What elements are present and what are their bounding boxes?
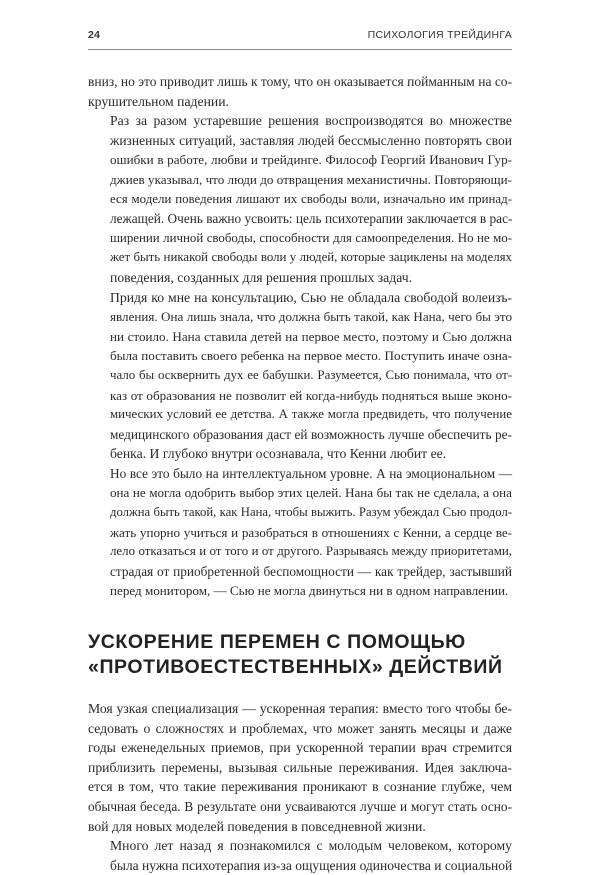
paragraph — [88, 111, 512, 287]
text-line: Раз за разом устаревшие решения воспроизводятся во множестве — [110, 113, 512, 129]
text-line: Моя узкая специализация — ускоренная терапия: вместо того чтобы бе- — [88, 701, 512, 717]
text-line: жать упорно учиться и разобраться в отношениях с Кенни, а сердце ве- — [110, 524, 512, 540]
text-line: жет быть никакой свободы воли у людей, которые зациклены на моделях — [110, 250, 512, 265]
paragraph — [88, 72, 512, 111]
text-line: крушительном падении. — [88, 93, 229, 109]
text-line: вой для новых моделей поведения в повседневной жизни. — [88, 818, 426, 834]
text-line: должна быть такой, как Нана, чтобы выжить. Разум убеждал Сью продол- — [110, 505, 512, 520]
text-line: седовать о сложностях и проблемах, что может занять месяцы и даже — [88, 720, 512, 736]
running-header — [88, 29, 512, 45]
text-line: ни стоило. Нана ставила детей на первое место, поэтому и Сью должна — [110, 328, 512, 344]
text-line: вниз, но это приводит лишь к тому, что он оказывается пойманным на со- — [88, 74, 513, 89]
text-line: приблизить перемены, вызывая сильные переживания. Идея заключа- — [88, 759, 512, 775]
heading-line: «ПРОТИВОЕСТЕСТВЕННЫХ» ДЕЙСТВИЙ — [88, 656, 503, 679]
text-line: годы еженедельных приемов, при ускоренной терапии врач стремится — [88, 740, 512, 756]
text-line: каз от образования не позволит ей когда-нибудь подняться выше эконо- — [110, 387, 512, 403]
text-line: Но все это было на интеллектуальном уровне. А на эмоциональном — — [110, 465, 512, 481]
text-line: ется в том, что такие переживания проникают в сознание глубже, чем — [88, 779, 512, 795]
text-line: была поставить своего ребенка на первое место. Поступить иначе озна- — [110, 348, 512, 364]
text-line: еся модели поведения лишают их свободы воли, изначально им принад- — [110, 191, 512, 206]
text-line: лежащей. Очень важно усвоить: цель психотерапии заключается в рас- — [110, 211, 513, 227]
paragraph — [88, 464, 512, 601]
text-line: явления. Она лишь знала, что должна быть такой, как Нана, чего бы это — [110, 309, 512, 325]
text-line: она не могла одобрить выбор этих целей. Нана бы так не сделала, а она — [110, 485, 512, 501]
paragraph — [88, 699, 512, 836]
text-line: лело отказаться и от того и от другого. Разрываясь между приоритетами, — [110, 544, 512, 559]
text-line: Много лет назад я познакомился с молодым человеком, которому — [110, 838, 512, 854]
text-line: мических условий ее детства. А также могла предвидеть, что получение — [110, 407, 512, 422]
text-line: Придя ко мне на консультацию, Сью не обладала свободой волеизъ- — [110, 289, 512, 305]
page-number: 24 — [88, 29, 101, 41]
text-line: обычная беседа. В результате они усваиваются лучше и могут стать осно- — [88, 799, 512, 814]
text-line: была нужна психотерапия из-за ощущения одиночества и социальной — [110, 857, 513, 873]
heading-line: УСКОРЕНИЕ ПЕРЕМЕН С ПОМОЩЬЮ — [88, 631, 466, 654]
section-heading — [88, 630, 512, 680]
text-line: ошибки в работе, любви и трейдинге. Философ Георгий Иванович Гур- — [110, 152, 512, 168]
text-line: страдая от приобретенной беспомощности — как трейдер, застывший — [110, 563, 512, 579]
text-line: жизненных ситуаций, заставляя людей бессмысленно повторять свои — [110, 132, 512, 148]
page-body — [88, 72, 512, 875]
text-line: чало бы осквернить дух ее бабушки. Разумеется, Сью понимала, что от- — [110, 367, 512, 382]
paragraph — [88, 288, 512, 464]
text-line: бенка. И глубоко внутри осознавала, что Кенни любит ее. — [110, 446, 447, 462]
running-title: ПСИХОЛОГИЯ ТРЕЙДИНГА — [367, 29, 512, 41]
text-line: поведения, созданных для решения прошлых задач. — [110, 269, 413, 285]
text-line: джиев указывал, что люди до отвращения механистичны. Повторяющи- — [110, 171, 512, 187]
header-rule — [88, 49, 512, 50]
text-line: ширении личной свободы, способности для самоопределения. Но не мо- — [110, 230, 512, 245]
text-line: перед монитором, — Сью не могла двинуться ни в одном направлении. — [110, 583, 509, 599]
paragraph — [88, 836, 512, 875]
text-line: медицинского образования даст ей возможность лучше обеспечить ре- — [110, 426, 512, 442]
